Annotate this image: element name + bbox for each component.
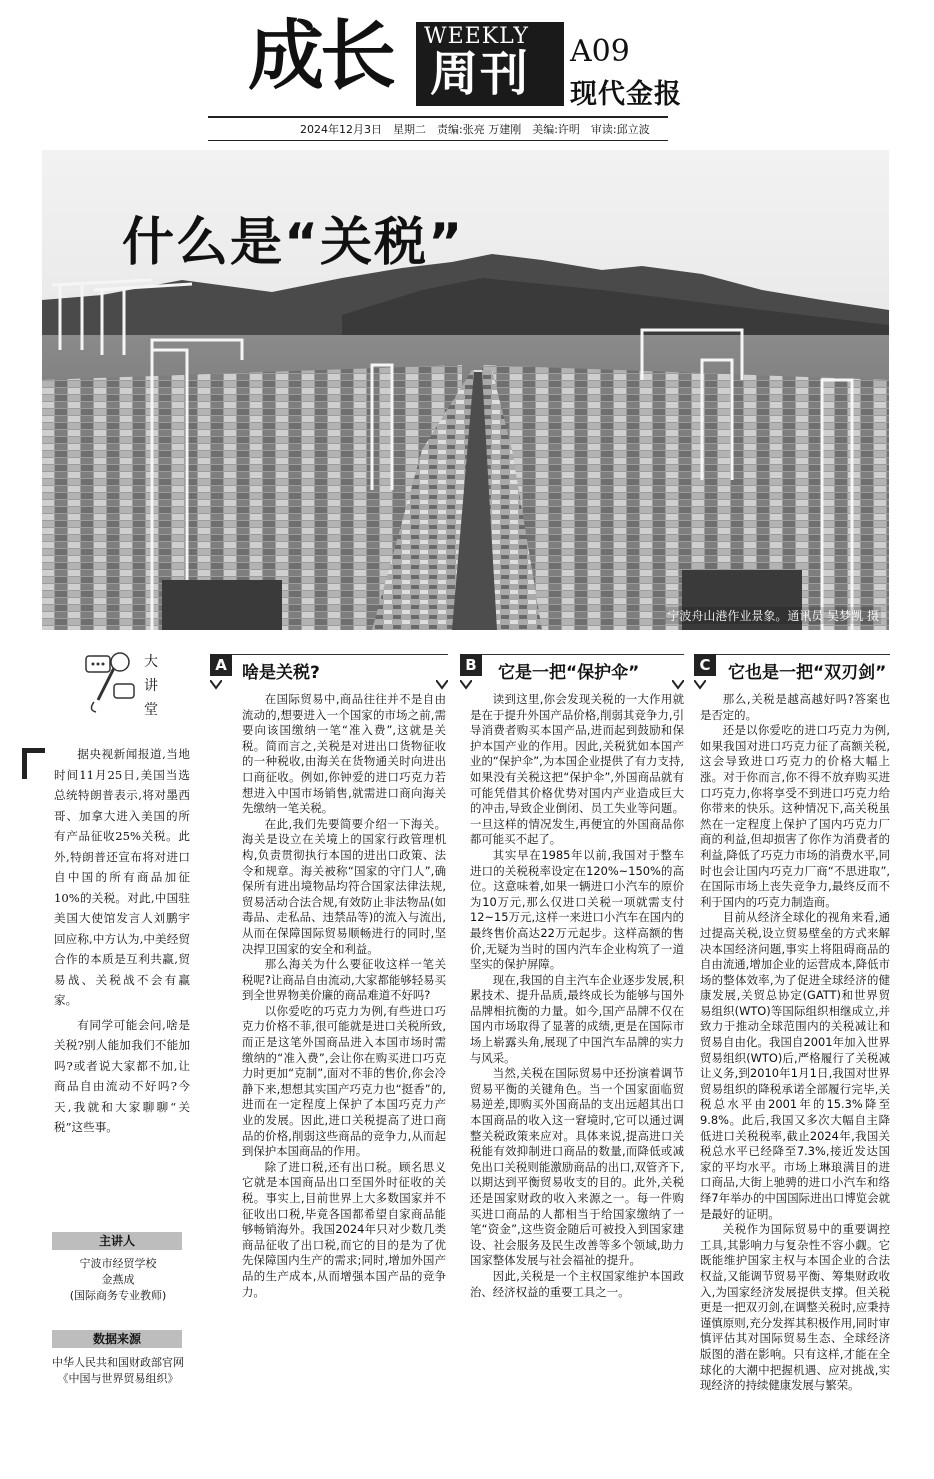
weekly-zh: 周刊 bbox=[430, 46, 531, 102]
source-heading: 数据来源 bbox=[52, 1330, 182, 1348]
chevron-down-icon bbox=[694, 680, 706, 690]
hero-photo bbox=[42, 150, 889, 630]
section-c-rule bbox=[716, 654, 890, 655]
headline: 什么是“关税” bbox=[122, 213, 465, 273]
lecture-char: 大 bbox=[144, 654, 158, 670]
page-number: A09 bbox=[570, 34, 630, 69]
presenter-heading: 主讲人 bbox=[52, 1232, 182, 1250]
quote-bracket bbox=[22, 748, 45, 779]
section-a-title: 啥是关税? bbox=[242, 663, 320, 683]
masthead-rule-top bbox=[208, 116, 668, 118]
body-paragraph: 在此,我们先要简要介绍一下海关。海关是设立在关境上的国家行政管理机构,负责贯彻执行本国的进出口政策、法令和规章。海关被称“国家的守门人”,确保所有进出境物品均符合国家法律法规,贸易活动合法合规,有效防止非法物品(如毒品、走私品、违禁品等)的流入与流出,从而在保障国际贸易顺畅进行的同时,坚决捍卫国家的安全和利益。 bbox=[242, 816, 446, 956]
body-paragraph: 其实早在1985年以前,我国对于整车进口的关税税率设定在120%~150%的高位。这意味着,如果一辆进口小汽车的原价为10万元,那么仅进口关税一项就需支付12~15万元,这样一来进口小汽车在国内的最终售价高达22万元起步。这样高额的售价,无疑为当时的国内汽车企业构筑了一道坚实的保护屏障。 bbox=[470, 847, 684, 972]
source-item: 中华人民共和国财政部官网 bbox=[52, 1356, 184, 1369]
chevron-down-icon bbox=[210, 680, 222, 690]
section-a-letter: A bbox=[210, 654, 232, 676]
body-paragraph: 现在,我国的自主汽车企业逐步发展,积累技术、提升品质,最终成长为能够与国外品牌相抗衡的力量。如今,国产品牌不仅在国内市场取得了显著的成绩,更是在国际市场上崭露头角,展现了中国汽车品牌的实力与风采。 bbox=[470, 972, 684, 1065]
body-paragraph: 在国际贸易中,商品往往并不是自由流动的,想要进入一个国家的市场之前,需要向该国缴纳一笔“准入费”,这就是关税。简而言之,关税是对进出口货物征收的一种税收,由海关在货物通关时向进出口商征收。例如,你钟爱的进口巧克力若想进入中国市场销售,就需进口商向海关先缴纳一笔关税。 bbox=[242, 692, 446, 816]
weekly-badge bbox=[416, 22, 564, 106]
body-paragraph: 那么海关为什么要征收这样一笔关税呢?让商品自由流动,大家都能够轻易买到全世界物美价廉的商品难道不好吗? bbox=[242, 957, 446, 1003]
chevron-down-icon bbox=[672, 680, 684, 690]
section-a-rule bbox=[232, 654, 448, 655]
section-a-body bbox=[242, 692, 446, 1300]
section-b-letter: B bbox=[460, 654, 482, 676]
body-paragraph: 以你爱吃的巧克力为例,有些进口巧克力价格不菲,很可能就是进口关税所致,而正是这笔外国商品进入本国市场时需缴纳的“准入费”,会让你在购买进口巧克力时更加“克制”,面对不菲的售价,你会冷静下来,想想其实国产巧克力也“挺香”的,进而在一定程度上保护了本国巧克力产业的发展。因此,进口关税提高了进口商品的价格,削弱这些商品的竞争力,从而起到保护本国商品的作用。 bbox=[242, 1003, 446, 1159]
source-item: 《中国与世界贸易组织》 bbox=[57, 1372, 179, 1385]
dateline: 2024年12月3日 星期二 责编:张亮 万建刚 美编:许明 审读:邱立波 bbox=[300, 123, 650, 136]
section-b-body bbox=[470, 692, 684, 1300]
lecture-char: 讲 bbox=[144, 678, 158, 694]
section-b-title: 它是一把“保护伞” bbox=[498, 663, 640, 683]
source-list bbox=[44, 1355, 192, 1387]
chevron-down-icon bbox=[436, 680, 448, 690]
presenter-info bbox=[44, 1256, 192, 1304]
column-title: 成长 bbox=[248, 11, 392, 100]
weekly-en: WEEKLY bbox=[424, 24, 529, 49]
newspaper-name: 现代金报 bbox=[570, 79, 682, 110]
masthead-rule-bottom bbox=[208, 140, 668, 141]
body-paragraph: 目前从经济全球化的视角来看,通过提高关税,设立贸易壁垒的方式来解决本国经济问题,事实上将阻碍商品的自由流通,增加企业的运营成本,降低市场的整体效率,为了促进全球经济的健康发展,关贸总协定(GATT)和世界贸易组织(WTO)等国际组织相继成立,并致力于推动全球范围内的关税减让和贸易自由化。我国自2001年加入世界贸易组织(WTO)后,严格履行了关税减让义务,到2010年1月1日,我国对世界贸易组织的降税承诺全部履行完毕,关税总水平由2001年的15.3%降至9.8%。此后,我国又多次大幅自主降低进口关税税率,截止2024年,我国关税总水平已经降至7.3%,接近发达国家的平均水平。市场上琳琅满目的进口商品,大街上驰骋的进口小汽车和络绎7年举办的中国国际进出口博览会就是最好的证明。 bbox=[700, 910, 890, 1221]
intro-paragraph: 据央视新闻报道,当地时间11月25日,美国当选总统特朗普表示,将对墨西哥、加拿大进入美国的所有产品征收25%关税。此外,特朗普还宣布将对进口自中国的所有商品加征10%的关税。对此,中国驻美国大使馆发言人刘鹏宇回应称,中方认为,中美经贸合作的本质是互利共赢,贸易战、关税战不会有赢家。 bbox=[54, 747, 190, 1007]
presenter-name: 金燕成 bbox=[101, 1273, 135, 1286]
intro-paragraph: 有同学可能会问,啥是关税?别人能加我们不能加吗?或者说大家都不加,让商品自由流动不好吗?今天,我就和大家聊聊“关税”这些事。 bbox=[54, 1017, 190, 1134]
lecture-char: 堂 bbox=[144, 702, 158, 718]
body-paragraph: 因此,关税是一个主权国家维护本国政治、经济权益的重要工具之一。 bbox=[470, 1268, 684, 1299]
section-b-rule bbox=[482, 654, 684, 655]
microphone-icon bbox=[84, 650, 136, 714]
body-paragraph: 读到这里,你会发现关税的一大作用就是在于提升外国产品价格,削弱其竞争力,引导消费者购买本国产品,进而起到鼓励和保护本国产业的作用。因此,关税犹如本国产业的“保护伞”,为本国企业提供了有力支持,如果没有关税这把“保护伞”,外国商品就有可能凭借其价格优势对国内产业造成巨大的冲击,导致企业倒闭、员工失业等问题。一旦这样的情况发生,再便宜的外国商品你都可能买不起了。 bbox=[470, 692, 684, 847]
intro-text bbox=[54, 744, 190, 1138]
body-paragraph: 那么,关税是越高越好吗?答案也是否定的。 bbox=[700, 692, 890, 722]
body-paragraph: 当然,关税在国际贸易中还扮演着调节贸易平衡的关键角色。当一个国家面临贸易逆差,即购买外国商品的支出远超其出口本国商品的收入这一窘境时,它可以通过调整关税政策来应对。具体来说,提高进口关税能有效抑制进口商品的数量,而降低或减免出口关税则能激励商品的出口,双管齐下,以期达到平衡贸易收支的目的。此外,关税还是国家财政的收入来源之一。每一件购买进口商品的人都相当于给国家缴纳了一笔“资金”,这些资金随后可被投入到国家建设、社会服务及民生改善等多个领域,助力国家整体发展与社会福祉的提升。 bbox=[470, 1066, 684, 1268]
chevron-down-icon bbox=[460, 680, 472, 690]
section-c-body bbox=[700, 692, 890, 1394]
body-paragraph: 还是以你爱吃的进口巧克力为例,如果我国对进口巧克力征了高额关税,这会导致进口巧克力的价格大幅上涨。对于你而言,你不得不放弃购买进口巧克力,你将享受不到进口巧克力给你带来的快乐。这种情况下,高关税虽然在一定程度上保护了国内巧克力厂商的利益,但却损害了你作为消费者的利益,降低了巧克力市场的消费水平,同时也会让国内巧克力厂商“不思进取”,在国际市场上丧失竞争力,最终反而不利于国内的巧克力制造商。 bbox=[700, 723, 890, 909]
lecture-label bbox=[144, 650, 158, 722]
section-c-letter: C bbox=[694, 654, 716, 676]
body-paragraph: 除了进口税,还有出口税。顾名思义它就是本国商品出口至国外时征收的关税。事实上,目前世界上大多数国家并不征收出口税,毕竟各国都希望自家商品能够畅销海外。我国2024年只对少数几类商品征收了出口税,而它的目的是为了优先保障国内生产的需求;同时,增加外国产品的生产成本,从而增强本国产品的竞争力。 bbox=[242, 1159, 446, 1299]
presenter-title: (国际商务专业教师) bbox=[69, 1289, 167, 1302]
presenter-school: 宁波市经贸学校 bbox=[79, 1257, 157, 1270]
photo-caption: 宁波舟山港作业景象。通讯员 吴梦凯 摄 bbox=[667, 609, 879, 623]
body-paragraph: 关税作为国际贸易中的重要调控工具,其影响力与复杂性不容小觑。它既能维护国家主权与本国企业的合法权益,又能调节贸易平衡、筹集财政收入,为国家经济发展提供支撑。但关税更是一把双刃剑,在调整关税时,应秉持谨慎原则,充分发挥其积极作用,同时审慎评估其对国际贸易生态、全球经济版图的潜在影响。只有这样,才能在全球化的大潮中把握机遇、应对挑战,实现经济的持续健康发展与繁荣。 bbox=[700, 1222, 890, 1393]
section-c-title: 它也是一把“双刃剑” bbox=[728, 663, 887, 683]
